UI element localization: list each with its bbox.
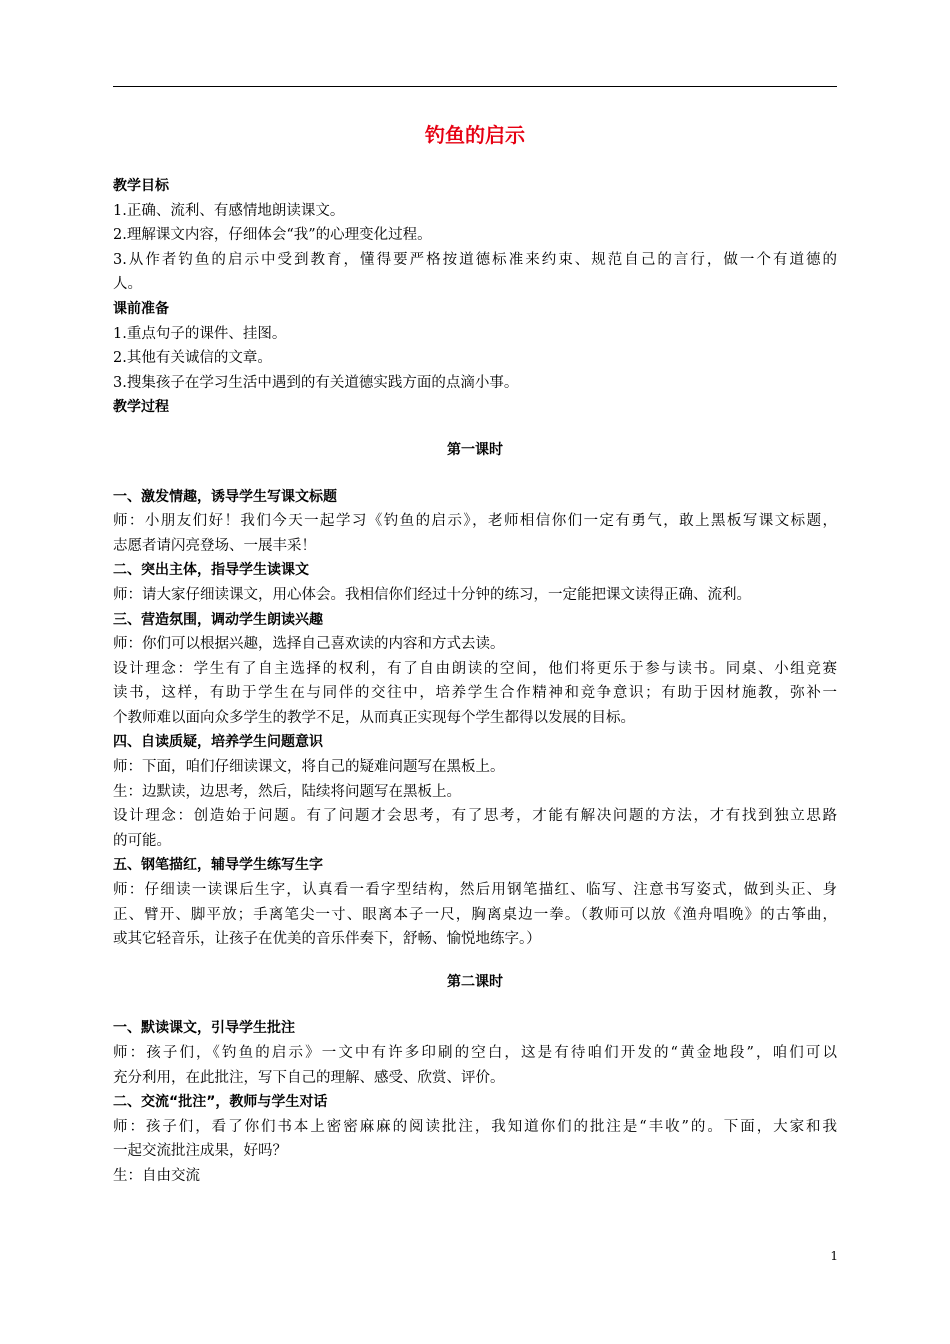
paragraph-line: 充分利用，在此批注，写下自己的理解、感受、欣赏、评价。 — [113, 1069, 505, 1086]
paragraph-line: 生：边默读，边思考，然后，陆续将问题写在黑板上。 — [113, 783, 461, 800]
section-heading: 一、激发情趣，诱导学生写课文标题 — [113, 488, 337, 505]
document-title: 钓鱼的启示 — [425, 123, 525, 147]
section-heading: 三、营造氛围，调动学生朗读兴趣 — [113, 611, 323, 628]
paragraph-line: 设计理念：创造始于问题。有了问题才会思考，有了思考，才能有解决问题的方法，才有找到独立思路 — [113, 808, 837, 825]
objective-item: 2.理解课文内容，仔细体会“我”的心理变化过程。 — [113, 227, 432, 244]
lesson2-heading: 第二课时 — [447, 973, 503, 990]
paragraph-line: 生：自由交流 — [113, 1167, 200, 1184]
objective-item: 3.从作者钓鱼的启示中受到教育，懂得要严格按道德标准来约束、规范自己的言行，做一个有道德的 — [113, 251, 837, 268]
paragraph-line: 师：孩子们，看了你们书本上密密麻麻的阅读批注，我知道你们的批注是“丰收”的。下面，大家和我 — [113, 1118, 837, 1135]
page-number: 1 — [830, 1249, 838, 1263]
header-rule — [113, 86, 837, 87]
paragraph-line: 正、臂开、脚平放；手离笔尖一寸、眼离本子一尺，胸离桌边一拳。（教师可以放《渔舟唱晚》的古筝曲， — [113, 906, 837, 923]
paragraph-line: 或其它轻音乐，让孩子在优美的音乐伴奏下，舒畅、愉悦地练字。） — [113, 931, 541, 948]
paragraph-line: 师：仔细读一读课后生字，认真看一看字型结构，然后用钢笔描红、临写、注意书写姿式，做到头正、身 — [113, 882, 837, 899]
objective-item: 人。 — [113, 276, 142, 293]
paragraph-line: 师：小朋友们好！我们今天一起学习《钓鱼的启示》，老师相信你们一定有勇气，敢上黑板写课文标题， — [113, 513, 837, 530]
paragraph-line: 一起交流批注成果，好吗？ — [113, 1143, 287, 1160]
paragraph-line: 读书，这样，有助于学生在与同伴的交往中，培养学生合作精神和竞争意识；有助于因材施教，弥补一 — [113, 685, 837, 702]
preparation-heading: 课前准备 — [113, 300, 169, 317]
section-heading: 二、交流“批注”，教师与学生对话 — [113, 1094, 328, 1111]
preparation-item: 2.其他有关诚信的文章。 — [113, 350, 272, 367]
paragraph-line: 的可能。 — [113, 832, 171, 849]
paragraph-line: 师：请大家仔细读课文，用心体会。我相信你们经过十分钟的练习，一定能把课文读得正确、流利。 — [113, 586, 751, 603]
paragraph-line: 师：下面，咱们仔细读课文，将自己的疑难问题写在黑板上。 — [113, 759, 505, 776]
section-heading: 一、默读课文，引导学生批注 — [113, 1020, 295, 1037]
paragraph-line: 设计理念：学生有了自主选择的权利，有了自由朗读的空间，他们将更乐于参与读书。同桌、小组竞赛 — [113, 660, 837, 677]
process-heading: 教学过程 — [113, 399, 169, 416]
lesson1-heading: 第一课时 — [447, 441, 503, 458]
objectives-heading: 教学目标 — [113, 178, 169, 194]
preparation-item: 3.搜集孩子在学习生活中遇到的有关道德实践方面的点滴小事。 — [113, 374, 519, 391]
paragraph-line: 师：孩子们，《钓鱼的启示》一文中有许多印刷的空白，这是有待咱们开发的“黄金地段”，咱们可以 — [113, 1045, 837, 1061]
paragraph-line: 师：你们可以根据兴趣，选择自己喜欢读的内容和方式去读。 — [113, 636, 505, 653]
objective-item: 1.正确、流利、有感情地朗读课文。 — [113, 202, 345, 219]
section-heading: 四、自读质疑，培养学生问题意识 — [113, 734, 323, 751]
paragraph-line: 个教师难以面向众多学生的教学不足，从而真正实现每个学生都得以发展的目标。 — [113, 709, 635, 726]
document-content — [113, 118, 837, 1189]
paragraph-line: 志愿者请闪亮登场、一展丰采！ — [113, 537, 316, 554]
preparation-item: 1.重点句子的课件、挂图。 — [113, 325, 287, 342]
section-heading: 五、钢笔描红，辅导学生练写生字 — [113, 857, 323, 874]
section-heading: 二、突出主体，指导学生读课文 — [113, 562, 309, 579]
